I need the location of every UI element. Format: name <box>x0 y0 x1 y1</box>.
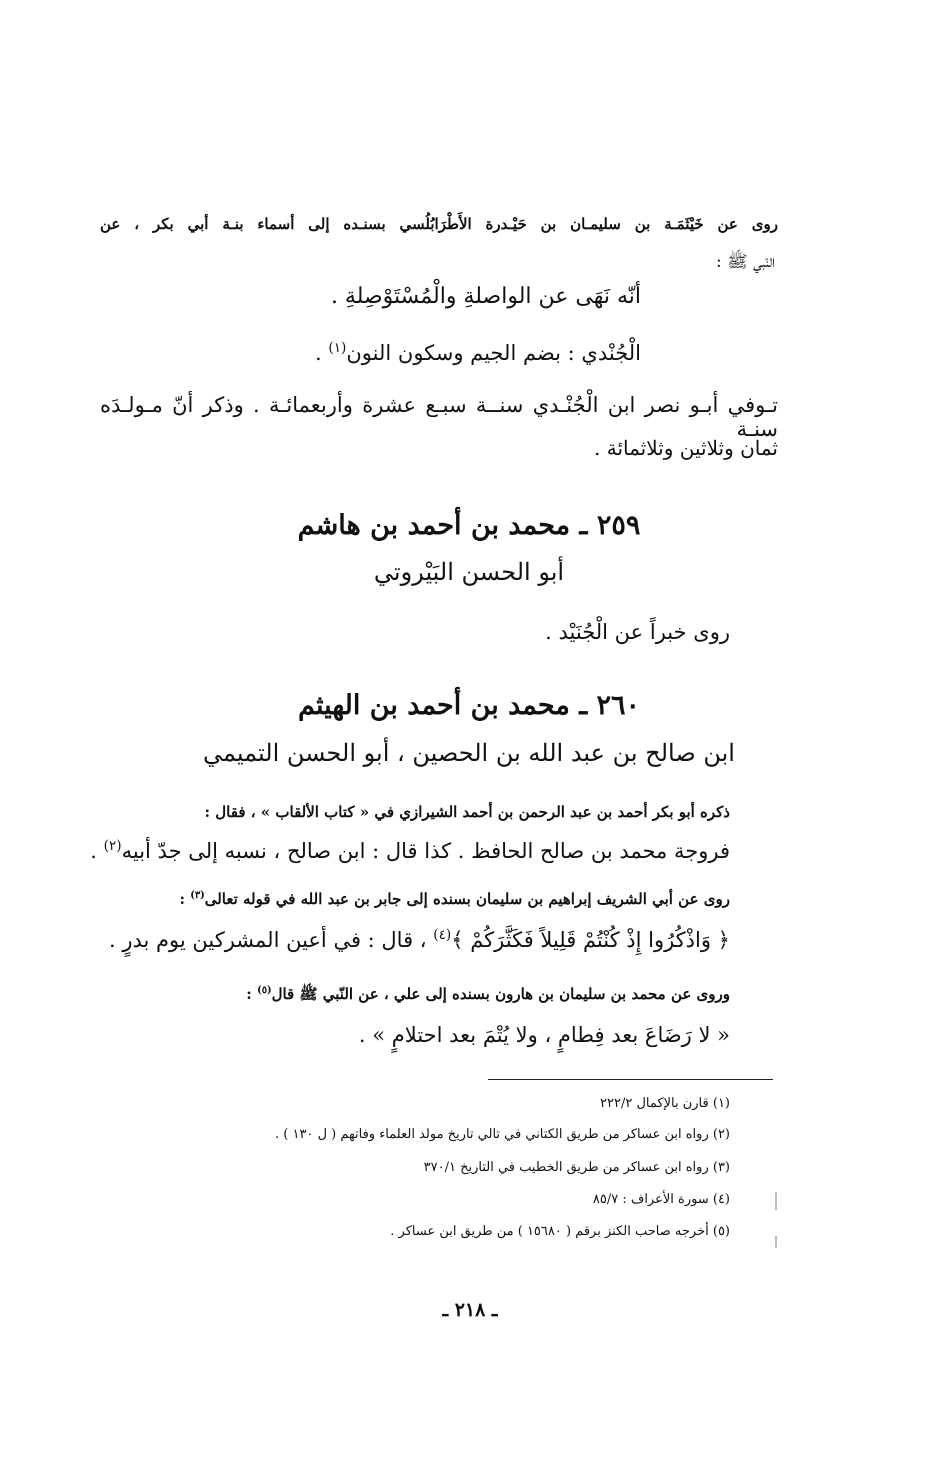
footnote-separator <box>488 1079 773 1080</box>
entry-260-p3-line1: وروى عن محمد بن سليمان بن هارون بسنده إلى علي ، عن النّبي ﷺ قال$^{(٥)}$ : <box>246 985 730 1003</box>
entry-260-p2-line2: ﴿ وَاذْكُرُوا إِذْ كُنْتُمْ قَلِيلاً فَكَثَّرَكُمْ ﴾$^{(٤)}$ ، قال : في أعين المشركين يوم بدرٍ . <box>108 927 730 952</box>
entry-260-p3-line2: « لا رَضَاعَ بعد فِطامٍ ، ولا يُتْمَ بعد احتلامٍ » . <box>358 1023 730 1047</box>
entry-260-title: ٢٦٠ ـ محمد بن أحمد بن الهيثم <box>297 690 641 721</box>
entry-260-p2-line1: روى عن أبي الشريف إبراهيم بن سليمان بسنده إلى جابر بن عبد الله في قوله تعالى$^{(٣)}$ : <box>179 890 730 908</box>
footnote-4: (٤) سورة الأعراف : ٨٥/٧ <box>592 1192 730 1207</box>
intro-line-2: النّبي ﷺ : <box>716 252 775 272</box>
footnote-3: (٣) رواه ابن عساكر من طريق الخطيب في التاريخ ٣٧٠/١ <box>423 1160 730 1175</box>
death-line-1: تـوفي أبـو نصر ابن الْجُنْـدي سنــة سبـع عشرة وأربعمائـة . وذكر أنّ مـولـدَه سنـة <box>100 393 778 441</box>
footnote-5: (٥) أخرجه صاحب الكنز برقم ( ١٥٦٨٠ ) من طريق ابن عساكر . <box>390 1224 730 1239</box>
intro-line-1: روى عن خَيْثَمَـة بن سليمـان بن حَيْـدرة الأَطْرَابُلُسي بسنـده إلى أسماء بنـة أبي بكر ، عن <box>100 215 779 233</box>
scan-mark <box>775 1192 777 1210</box>
entry-260-subtitle: ابن صالح بن عبد الله بن الحصين ، أبو الحسن التميمي <box>203 739 735 767</box>
footnote-2: (٢) رواه ابن عساكر من طريق الكتاني في تالي تاريخ مولد العلماء وفاتهم ( ل ١٣٠ ) . <box>275 1127 730 1142</box>
footnote-ref-3: (٣) <box>190 890 205 901</box>
scan-mark <box>775 1236 777 1248</box>
footnote-ref-1: (١) <box>328 340 347 356</box>
jundi-note-text: الْجُنْدي : بضم الجيم وسكون النون <box>346 341 641 365</box>
footnote-ref-4: (٤) <box>433 927 452 943</box>
death-line-2: ثمان وثلاثين وثلاثمائة . <box>594 436 778 460</box>
jundi-note: الْجُنْدي : بضم الجيم وسكون النون$^{(١)}$ . <box>315 340 641 365</box>
page-number: ـ ٢١٨ ـ <box>442 1299 498 1321</box>
hadith-text: أنّه نَهَى عن الواصلةِ والْمُسْتَوْصِلةِ . <box>330 284 641 309</box>
entry-259-subtitle: أبو الحسن البَيْروتي <box>373 558 565 586</box>
entry-259-text: روى خبراً عن الْجُنَيْد . <box>545 620 730 644</box>
entry-260-p1-line1: ذكره أبو بكر أحمد بن عبد الرحمن بن أحمد الشيرازي في « كتاب الألقاب » ، فقال : <box>204 803 730 821</box>
quran-verse: ﴿ وَاذْكُرُوا إِذْ كُنْتُمْ قَلِيلاً فَكَثَّرَكُمْ ﴾ <box>451 928 730 952</box>
entry-260-p1-line2: فروجة محمد بن صالح الحافظ . كذا قال : ابن صالح ، نسبه إلى جدّ أبيه$^{(٢)}$ . <box>90 838 730 863</box>
footnote-1: (١) قارن بالإكمال ٢٢٢/٢ <box>600 1096 730 1111</box>
footnote-ref-5: (٥) <box>257 985 272 996</box>
entry-259-title: ٢٥٩ ـ محمد بن أحمد بن هاشم <box>297 510 641 541</box>
footnote-ref-2: (٢) <box>103 838 122 854</box>
